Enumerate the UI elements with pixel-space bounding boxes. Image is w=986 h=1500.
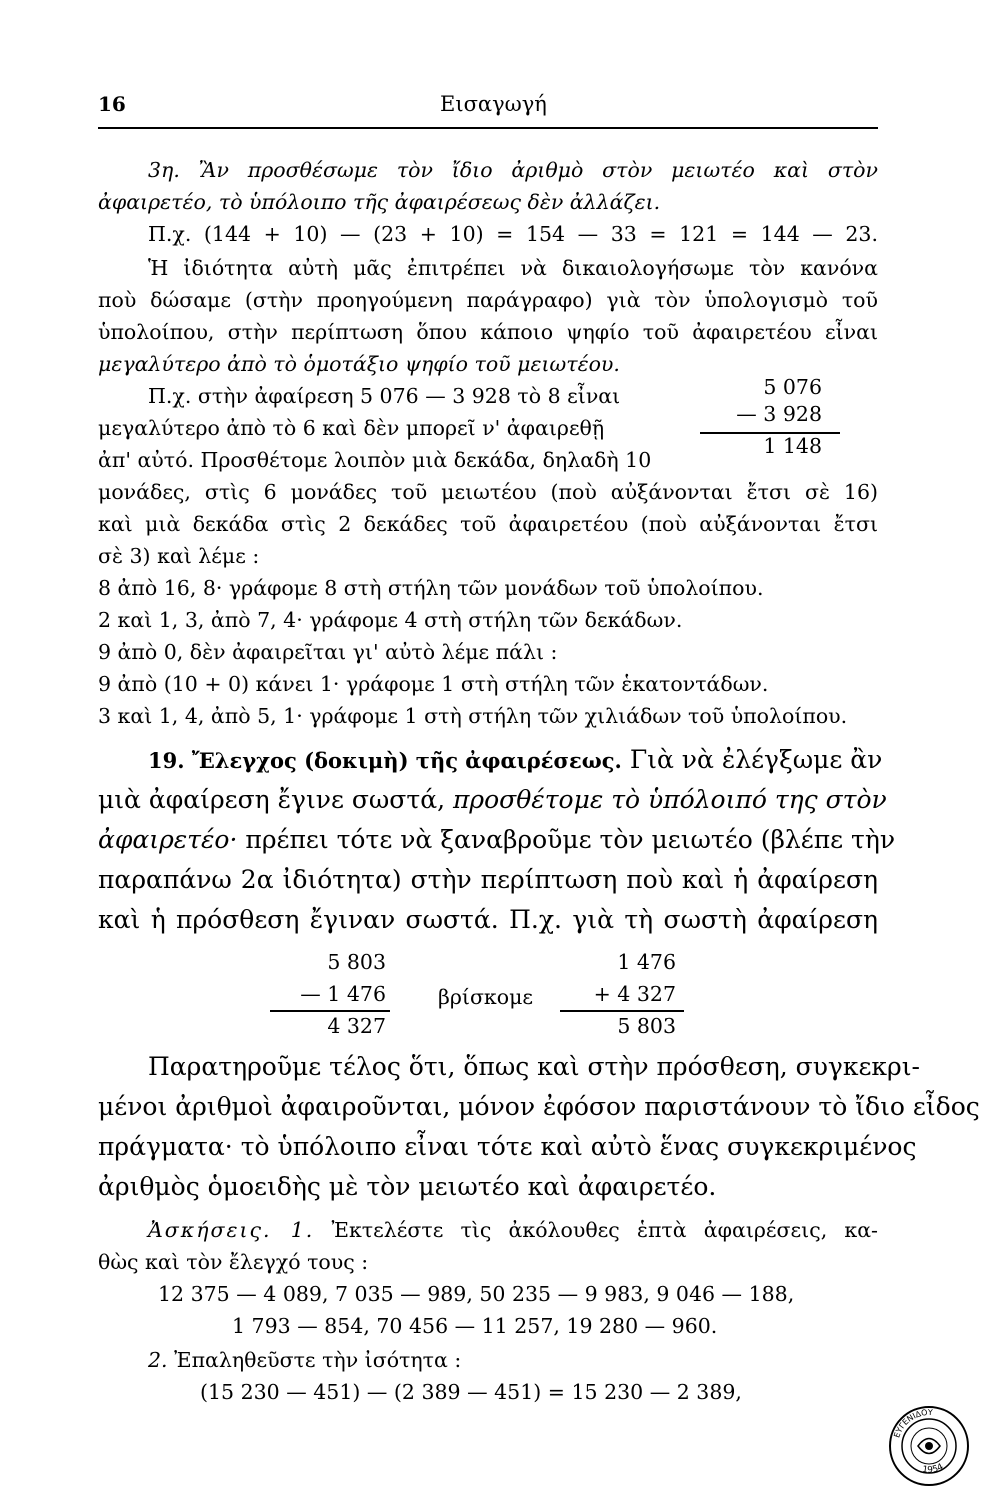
paragraph-line: σὲ 3) καὶ λέμε :: [98, 544, 260, 568]
section-line: [98, 785, 887, 814]
calc1-result: 1 148: [763, 434, 822, 458]
exercises-line: [148, 1218, 878, 1242]
rule-3-line-2: ἀφαιρετέο, τὸ ὑπόλοιπο τῆς ἀφαιρέσεως δὲν ἀλλάζει.: [98, 190, 661, 214]
seal-name-text: ΕΥΓΕΝΙΔΟΥ: [892, 1407, 933, 1439]
exercises-text: Ἐκτελέστε τὶς ἀκόλουθες ἑπτὰ ἀφαιρέσεις, κα-: [331, 1218, 878, 1242]
calc3-sum: 5 803: [617, 1014, 676, 1038]
section-emphasis: ἀφαιρετέο·: [98, 825, 238, 854]
paragraph-line: μεγαλύτερο ἀπὸ τὸ 6 καὶ δὲν μπορεῖ ν' ἀφαιρεθῇ: [98, 416, 605, 440]
section-line: παραπάνω 2α ἰδιότητα) στὴν περίπτωση ποὺ καὶ ἡ ἀφαίρεση: [98, 865, 878, 894]
rule-3-line: 3η. Ἂν προσθέσωμε τὸν ἴδιο ἀριθμὸ στὸν μειωτέο καὶ στὸν: [148, 158, 878, 182]
running-header: Εισαγωγή: [440, 92, 547, 116]
calc2-rule: [270, 1010, 390, 1012]
step-line: 2 καὶ 1, 3, ἀπὸ 7, 4· γράφομε 4 στὴ στήλη τῶν δεκάδων.: [98, 608, 683, 632]
section-text: Γιὰ νὰ ἐλέγξωμε ἂν: [629, 745, 883, 774]
section-line: [98, 825, 896, 854]
paragraph-line: Ἡ ἰδιότητα αὐτὴ μᾶς ἐπιτρέπει νὰ δικαιολογήσωμε τὸν κανόνα: [148, 256, 878, 280]
calc2-minuend: 5 803: [327, 950, 386, 974]
exercise-2-text: Ἐπαληθεῦστε τὴν ἰσότητα :: [174, 1348, 462, 1372]
foundation-seal-icon: [888, 1405, 970, 1487]
exercise-2-line: [148, 1348, 878, 1372]
paragraph-line: ὑπολοίπου, στὴν περίπτωση ὅπου κάποιο ψηφίο τοῦ ἀφαιρετέου εἶναι: [98, 320, 878, 344]
page-number: 16: [98, 92, 126, 116]
paragraph-line: Π.χ. στὴν ἀφαίρεση 5 076 — 3 928 τὸ 8 εἶναι: [148, 384, 621, 408]
step-line: 3 καὶ 1, 4, ἀπὸ 5, 1· γράφομε 1 στὴ στήλη τῶν χιλιάδων τοῦ ὑπολοίπου.: [98, 704, 848, 728]
paragraph-line: μεγαλύτερο ἀπὸ τὸ ὁμοτάξιο ψηφίο τοῦ μειωτέου.: [98, 352, 620, 376]
observation-line: πράγματα· τὸ ὑπόλοιπο εἶναι τότε καὶ αὐτὸ ἕνας συγκεκριμένος: [98, 1132, 917, 1161]
calc2-subtrahend: — 1 476: [300, 982, 386, 1006]
step-line: 9 ἀπὸ 0, δὲν ἀφαιρεῖται γι' αὐτὸ λέμε πάλι :: [98, 640, 558, 664]
example-equation: Π.χ. (144 + 10) — (23 + 10) = 154 — 33 = 121 = 144 — 23.: [148, 222, 878, 246]
observation-line: Παρατηροῦμε τέλος ὅτι, ὅπως καὶ στὴν πρόσθεση, συγκεκρι-: [148, 1052, 920, 1081]
calc1-minuend: 5 076: [763, 375, 822, 399]
paragraph-line: ἀπ' αὐτό. Προσθέτομε λοιπὸν μιὰ δεκάδα, δηλαδὴ 10: [98, 448, 652, 472]
exercise-list: 12 375 — 4 089, 7 035 — 989, 50 235 — 9 983, 9 046 — 188,: [158, 1282, 795, 1306]
observation-line: ἀριθμὸς ὁμοειδὴς μὲ τὸν μειωτέο καὶ ἀφαιρετέο.: [98, 1172, 717, 1201]
seal-year-text: 1954: [921, 1462, 946, 1476]
paragraph-line: καὶ μιὰ δεκάδα στὶς 2 δεκάδες τοῦ ἀφαιρετέου (ποὺ αὐξάνονται ἔτσι: [98, 512, 878, 536]
observation-line: μένοι ἀριθμοὶ ἀφαιροῦνται, μόνον ἐφόσον παριστάνουν τὸ ἴδιο εἶδος: [98, 1092, 980, 1121]
calc3-rule: [560, 1010, 684, 1012]
find-word: βρίσκομε: [438, 985, 534, 1009]
exercises-line: θὼς καὶ τὸν ἔλεγχό τους :: [98, 1250, 369, 1274]
exercises-label: Ἀσκήσεις. 1.: [148, 1218, 315, 1242]
header-rule: [98, 127, 878, 129]
exercise-list: 1 793 — 854, 70 456 — 11 257, 19 280 — 960.: [232, 1314, 718, 1338]
paragraph-line: ποὺ δώσαμε (στὴν προηγούμενη παράγραφο) γιὰ τὸν ὑπολογισμὸ τοῦ: [98, 288, 878, 312]
exercise-2-equation: (15 230 — 451) — (2 389 — 451) = 15 230 — 2 389,: [200, 1380, 742, 1404]
section-emphasis: προσθέτομε τὸ ὑπόλοιπό της στὸν: [452, 785, 887, 814]
section-text: πρέπει τότε νὰ ξαναβροῦμε τὸν μειωτέο (βλέπε τὴν: [245, 825, 896, 854]
calc2-result: 4 327: [327, 1014, 386, 1038]
calc3-addend: 1 476: [617, 950, 676, 974]
calc1-subtrahend: — 3 928: [736, 402, 822, 426]
section-line: καὶ ἡ πρόσθεση ἔγιναν σωστά. Π.χ. γιὰ τὴ σωστὴ ἀφαίρεση: [98, 905, 878, 934]
calc3-addend-2: + 4 327: [593, 982, 676, 1006]
section-heading: 19. Ἔλεγχος (δοκιμὴ) τῆς ἀφαιρέσεως.: [148, 748, 622, 773]
step-line: 8 ἀπὸ 16, 8· γράφομε 8 στὴ στήλη τῶν μονάδων τοῦ ὑπολοίπου.: [98, 576, 764, 600]
exercise-2-label: 2.: [148, 1348, 168, 1372]
section-19-first-line: [148, 745, 883, 774]
paragraph-line: μονάδες, στὶς 6 μονάδες τοῦ μειωτέου (ποὺ αὐξάνονται ἔτσι σὲ 16): [98, 480, 878, 504]
step-line: 9 ἀπὸ (10 + 0) κάνει 1· γράφομε 1 στὴ στήλη τῶν ἑκατοντάδων.: [98, 672, 769, 696]
section-text: μιὰ ἀφαίρεση ἔγινε σωστά,: [98, 785, 446, 814]
